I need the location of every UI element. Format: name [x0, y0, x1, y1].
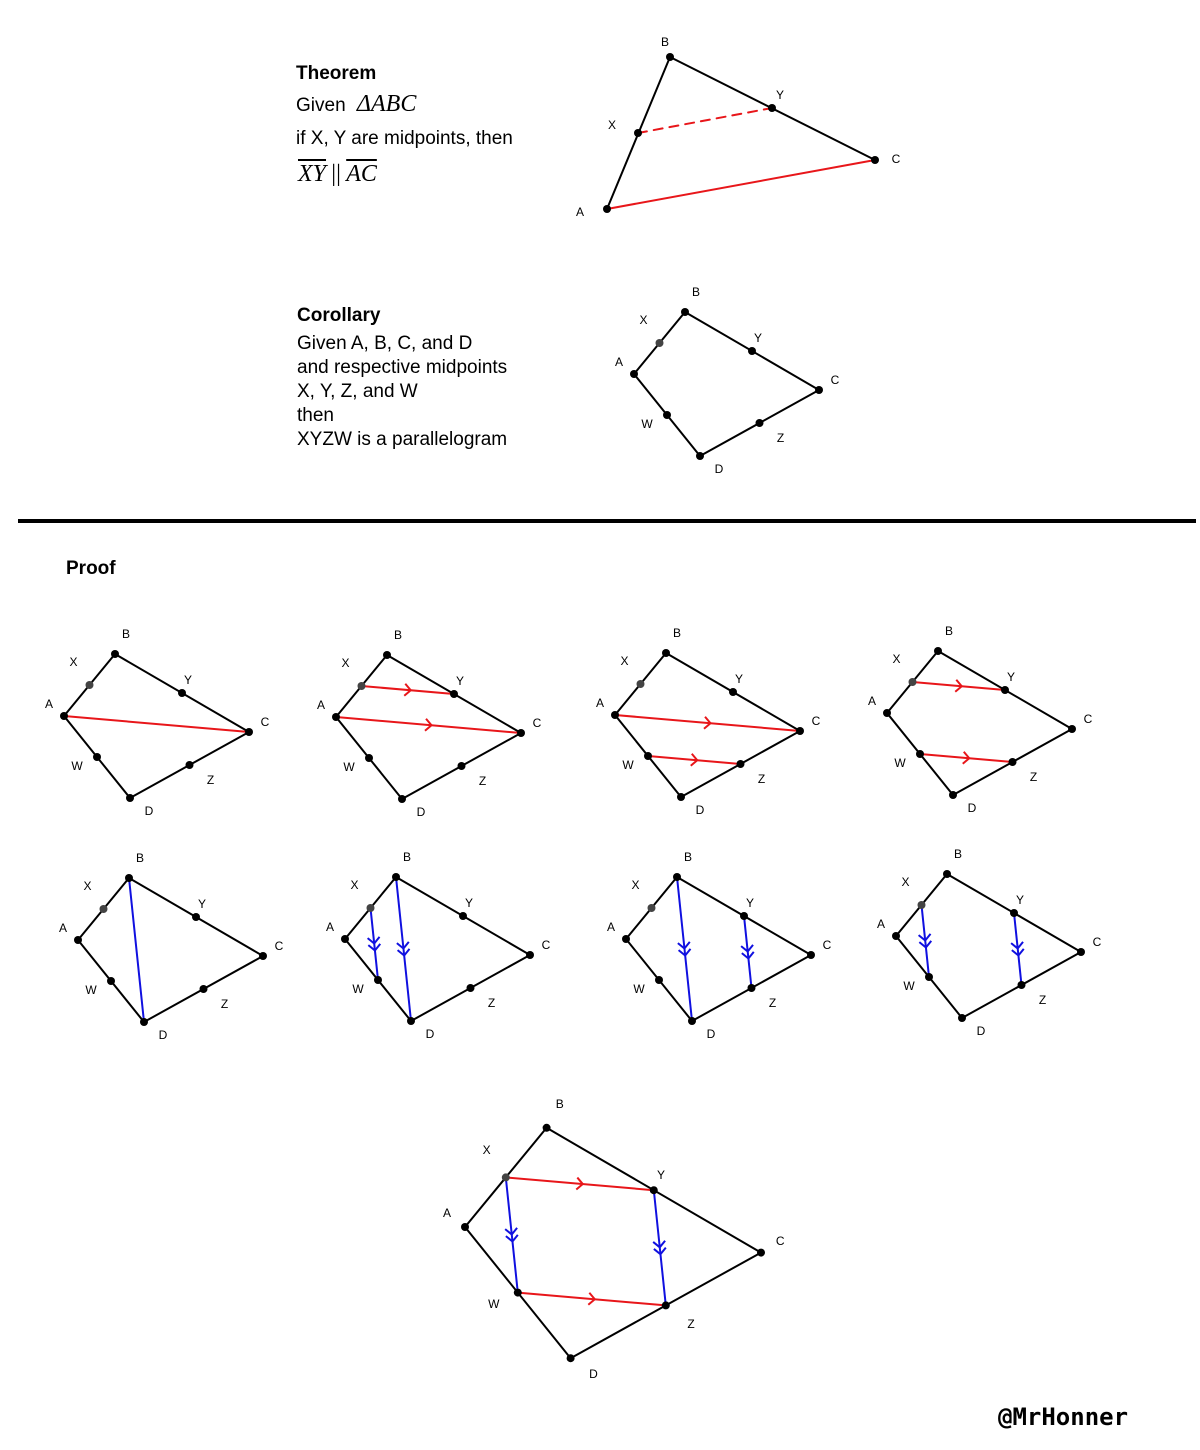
- label-c: C: [830, 373, 840, 388]
- corollary-line-3: X, Y, Z, and W: [297, 381, 418, 402]
- label-z: Z: [768, 996, 777, 1011]
- label-b: B: [393, 628, 403, 643]
- vertex-y-point: [748, 347, 756, 355]
- vertex-a-point: [461, 1223, 469, 1231]
- label-z: Z: [1038, 993, 1047, 1008]
- label-w: W: [903, 979, 915, 994]
- vertex-b-point: [934, 647, 942, 655]
- vertex-a-point: [341, 935, 349, 943]
- vertex-w-point: [644, 752, 652, 760]
- vertex-a-point: [883, 709, 891, 717]
- label-b: B: [944, 624, 954, 639]
- vertex-x-point: [502, 1173, 510, 1181]
- vertex-a-point: [611, 711, 619, 719]
- label-c: C: [1083, 712, 1093, 727]
- vertex-x-point: [909, 678, 917, 686]
- parallel-symbol: ||: [331, 161, 341, 187]
- label-d: D: [706, 1027, 716, 1042]
- vertex-z-point: [756, 419, 764, 427]
- label-w: W: [894, 756, 906, 771]
- label-y: Y: [656, 1167, 666, 1182]
- vertex-a-point: [332, 713, 340, 721]
- label-z: Z: [478, 774, 487, 789]
- vertex-w-point: [93, 753, 101, 761]
- label-d: D: [158, 1028, 168, 1043]
- label-y: Y: [775, 88, 785, 103]
- vertex-c-point: [807, 951, 815, 959]
- label-y: Y: [1015, 893, 1025, 908]
- vertex-c-point: [871, 156, 879, 164]
- label-d: D: [425, 1027, 435, 1042]
- vertex-x-point: [86, 681, 94, 689]
- vertex-x-point: [358, 682, 366, 690]
- label-x: X: [901, 875, 910, 890]
- vertex-y-point: [1010, 909, 1018, 917]
- label-y: Y: [1006, 670, 1016, 685]
- label-a: A: [867, 694, 877, 709]
- label-a: A: [606, 920, 616, 935]
- label-z: Z: [206, 773, 215, 788]
- theorem-given-math: ΔABC: [356, 91, 417, 117]
- vertex-d-point: [126, 794, 134, 802]
- label-x: X: [892, 652, 901, 667]
- label-d: D: [416, 805, 426, 820]
- label-c: C: [1092, 935, 1102, 950]
- label-z: Z: [776, 431, 785, 446]
- label-z: Z: [687, 1316, 695, 1331]
- vertex-d-point: [407, 1017, 415, 1025]
- vertex-w-point: [663, 411, 671, 419]
- vertex-z-point: [458, 762, 466, 770]
- vertex-c-point: [757, 1249, 765, 1257]
- label-a: A: [44, 697, 54, 712]
- label-a: A: [316, 698, 326, 713]
- theorem-condition: if X, Y are midpoints, then: [296, 128, 513, 149]
- vertex-w-point: [374, 976, 382, 984]
- label-w: W: [622, 758, 634, 773]
- label-y: Y: [753, 331, 763, 346]
- vertex-b-point: [666, 53, 674, 61]
- label-b: B: [953, 847, 963, 862]
- theorem-heading: Theorem: [296, 63, 377, 84]
- label-c: C: [891, 152, 901, 167]
- vertex-y-point: [1001, 686, 1009, 694]
- label-z: Z: [1029, 770, 1038, 785]
- label-a: A: [325, 920, 335, 935]
- vertex-a-point: [630, 370, 638, 378]
- label-a: A: [595, 696, 605, 711]
- vertex-x-point: [367, 904, 375, 912]
- vertex-b-point: [392, 873, 400, 881]
- vertex-b-point: [111, 650, 119, 658]
- label-y: Y: [455, 674, 465, 689]
- vertex-d-point: [398, 795, 406, 803]
- vertex-b-point: [125, 874, 133, 882]
- label-x: X: [607, 118, 617, 133]
- label-d: D: [144, 804, 154, 819]
- vertex-d-point: [140, 1018, 148, 1026]
- vertex-b-point: [681, 308, 689, 316]
- vertex-b-point: [673, 873, 681, 881]
- vertex-x-point: [637, 680, 645, 688]
- label-w: W: [641, 417, 653, 432]
- label-x: X: [482, 1143, 491, 1158]
- vertex-x-point: [918, 901, 926, 909]
- vertex-c-point: [815, 386, 823, 394]
- vertex-z-point: [186, 761, 194, 769]
- vertex-c-point: [1077, 948, 1085, 956]
- label-x: X: [631, 878, 640, 893]
- label-w: W: [488, 1296, 500, 1311]
- vertex-w-point: [365, 754, 373, 762]
- red-segment-ac: [615, 715, 800, 731]
- corollary-heading: Corollary: [297, 305, 381, 326]
- vertex-z-point: [1018, 981, 1026, 989]
- label-y: Y: [734, 672, 744, 687]
- vertex-d-point: [958, 1014, 966, 1022]
- corollary-line-4: then: [297, 405, 334, 426]
- vertex-y-point: [459, 912, 467, 920]
- label-b: B: [683, 850, 693, 865]
- vertex-y-point: [450, 690, 458, 698]
- segment-xy: $\overline{XY}$: [298, 161, 327, 187]
- label-a: A: [58, 921, 68, 936]
- vertex-x-point: [100, 905, 108, 913]
- vertex-x-point: [634, 129, 642, 137]
- vertex-y-point: [650, 1186, 658, 1194]
- label-d: D: [695, 803, 705, 818]
- label-y: Y: [197, 897, 207, 912]
- vertex-z-point: [1009, 758, 1017, 766]
- label-c: C: [260, 715, 270, 730]
- label-x: X: [341, 656, 350, 671]
- label-w: W: [71, 759, 83, 774]
- label-b: B: [402, 850, 412, 865]
- label-x: X: [69, 655, 78, 670]
- vertex-b-point: [543, 1124, 551, 1132]
- vertex-d-point: [688, 1017, 696, 1025]
- vertex-z-point: [467, 984, 475, 992]
- vertex-c-point: [517, 729, 525, 737]
- vertex-b-point: [383, 651, 391, 659]
- vertex-x-point: [656, 339, 664, 347]
- label-d: D: [967, 801, 977, 816]
- label-z: Z: [487, 996, 496, 1011]
- triangle-side-ac: [607, 160, 875, 209]
- theorem-given-word: Given: [296, 95, 346, 116]
- label-c: C: [274, 939, 284, 954]
- vertex-a-point: [622, 935, 630, 943]
- proof-heading: Proof: [66, 558, 116, 579]
- label-x: X: [620, 654, 629, 669]
- label-y: Y: [183, 673, 193, 688]
- vertex-w-point: [107, 977, 115, 985]
- vertex-z-point: [737, 760, 745, 768]
- midsegment-xy: [638, 108, 772, 133]
- vertex-d-point: [567, 1354, 575, 1362]
- vertex-z-point: [662, 1301, 670, 1309]
- vertex-c-point: [796, 727, 804, 735]
- vertex-d-point: [696, 452, 704, 460]
- vertex-c-point: [1068, 725, 1076, 733]
- vertex-w-point: [916, 750, 924, 758]
- label-d: D: [589, 1367, 598, 1382]
- label-d: D: [976, 1024, 986, 1039]
- label-a: A: [575, 205, 585, 220]
- label-c: C: [775, 1233, 785, 1248]
- blue-segment-bd: [129, 878, 144, 1022]
- label-b: B: [691, 285, 701, 300]
- label-c: C: [811, 714, 821, 729]
- label-x: X: [639, 313, 648, 328]
- red-segment-ac: [336, 717, 521, 733]
- vertex-a-point: [60, 712, 68, 720]
- label-w: W: [352, 982, 364, 997]
- vertex-a-point: [74, 936, 82, 944]
- vertex-a-point: [892, 932, 900, 940]
- label-w: W: [85, 983, 97, 998]
- vertex-b-point: [662, 649, 670, 657]
- vertex-d-point: [677, 793, 685, 801]
- label-z: Z: [757, 772, 766, 787]
- corollary-line-2: and respective midpoints: [297, 357, 508, 378]
- label-a: A: [442, 1205, 452, 1220]
- vertex-z-point: [200, 985, 208, 993]
- vertex-c-point: [259, 952, 267, 960]
- signature: @MrHonner: [998, 1403, 1129, 1431]
- red-segment-ac: [64, 716, 249, 732]
- vertex-w-point: [655, 976, 663, 984]
- vertex-w-point: [925, 973, 933, 981]
- label-w: W: [343, 760, 355, 775]
- label-b: B: [555, 1097, 564, 1112]
- vertex-c-point: [245, 728, 253, 736]
- label-c: C: [541, 938, 551, 953]
- label-b: B: [672, 626, 682, 641]
- corollary-line-5: XYZW is a parallelogram: [297, 429, 508, 450]
- label-y: Y: [464, 896, 474, 911]
- vertex-b-point: [943, 870, 951, 878]
- label-w: W: [633, 982, 645, 997]
- label-d: D: [714, 462, 724, 477]
- label-c: C: [532, 716, 542, 731]
- label-b: B: [135, 851, 145, 866]
- label-z: Z: [220, 997, 229, 1012]
- label-b: B: [660, 35, 670, 50]
- vertex-d-point: [949, 791, 957, 799]
- vertex-a-point: [603, 205, 611, 213]
- vertex-c-point: [526, 951, 534, 959]
- label-a: A: [876, 917, 886, 932]
- vertex-y-point: [768, 104, 776, 112]
- vertex-y-point: [729, 688, 737, 696]
- label-x: X: [350, 878, 359, 893]
- label-c: C: [822, 938, 832, 953]
- label-y: Y: [745, 896, 755, 911]
- vertex-y-point: [192, 913, 200, 921]
- label-a: A: [614, 355, 624, 370]
- vertex-x-point: [648, 904, 656, 912]
- label-b: B: [121, 627, 131, 642]
- vertex-y-point: [178, 689, 186, 697]
- vertex-w-point: [514, 1289, 522, 1297]
- vertex-y-point: [740, 912, 748, 920]
- segment-ac: $\overline{AC}$: [346, 161, 377, 187]
- label-x: X: [83, 879, 92, 894]
- vertex-z-point: [748, 984, 756, 992]
- corollary-line-1: Given A, B, C, and D: [297, 333, 473, 354]
